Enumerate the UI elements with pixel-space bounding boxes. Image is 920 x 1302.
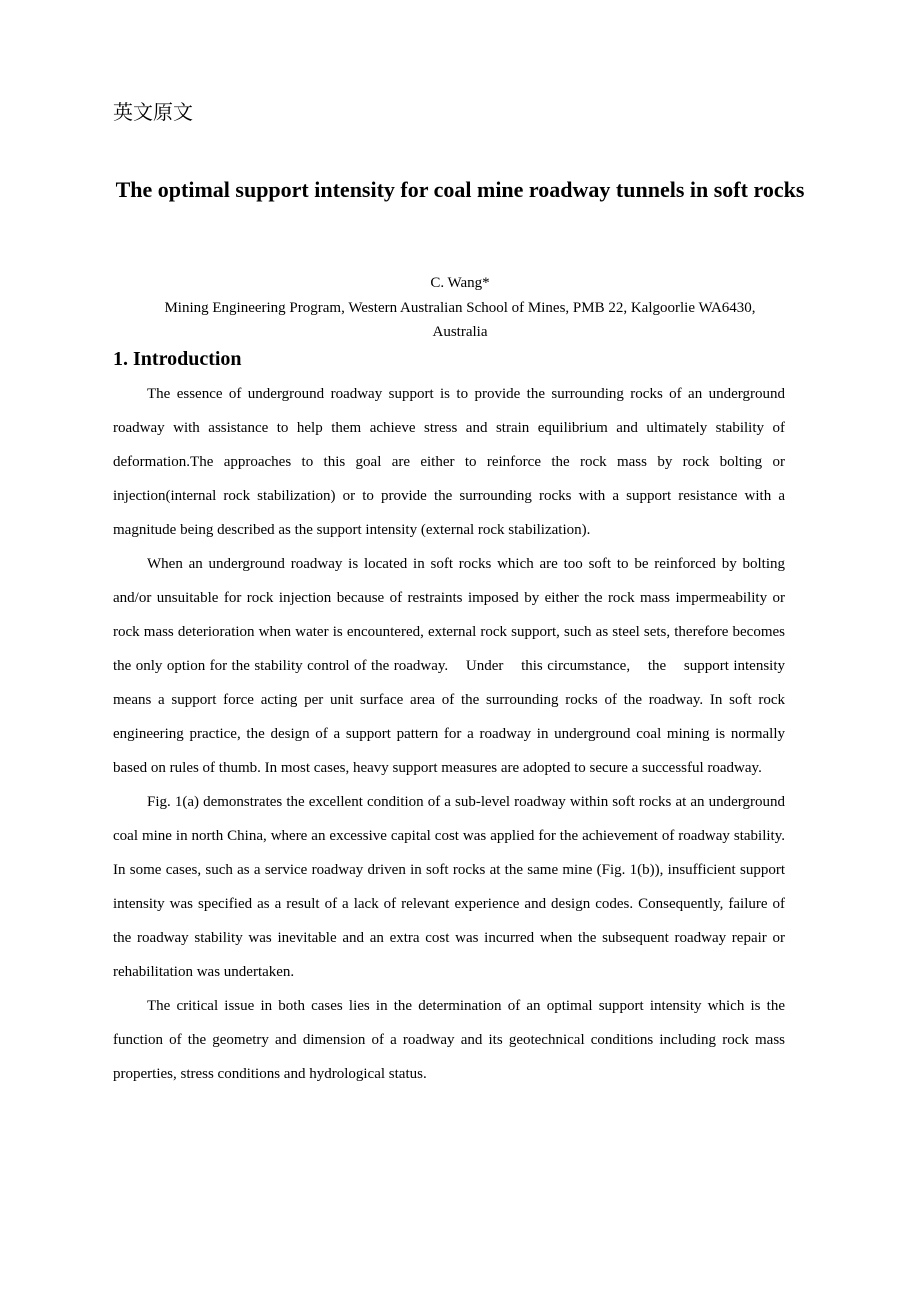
paragraph: The essence of underground roadway support is to provide the surrounding rocks of an underground roadway with assistance to help them achieve stress and strain equilibrium and ultimately stability of deformation.The approaches to this goal are either to reinforce the rock mass by rock bolting or injection(internal rock stabilization) or to provide the surrounding rocks with a support resistance with a magnitude being described as the support intensity (external rock stabilization). [113, 386, 789, 538]
paragraph: The critical issue in both cases lies in the determination of an optimal support intensity which is the function of the geometry and dimension of a roadway and its geotechnical conditions including rock mass properties, stress conditions and hydrological status. [113, 998, 789, 1082]
paragraph: Fig. 1(a) demonstrates the excellent condition of a sub-level roadway within soft rocks at an underground coal mine in north China, where an excessive capital cost was applied for the achievement of roadway stability. In some cases, such as a service roadway driven in soft rocks at the same mine (Fig. 1(b)), insufficient support intensity was specified as a result of a lack of relevant experience and design codes. Consequently, failure of the roadway stability was inevitable and an extra cost was incurred when the subsequent roadway repair or rehabilitation was undertaken. [113, 794, 789, 980]
section-heading-introduction: 1. Introduction [113, 348, 242, 370]
body-text [113, 377, 789, 1091]
author: C. Wang* [430, 275, 490, 291]
section-header: 英文原文 [113, 100, 193, 124]
affiliation: Mining Engineering Program, Western Australian School of Mines, PMB 22, Kalgoorlie WA6430, Australia [164, 300, 756, 340]
paper-title: The optimal support intensity for coal mine roadway tunnels in soft rocks [115, 177, 805, 202]
paragraph: When an underground roadway is located in soft rocks which are too soft to be reinforced by bolting and/or unsuitable for rock injection because of restraints imposed by either the rock mass impermeability or rock mass deterioration when water is encountered, external rock support, such as steel sets, therefore becomes the only option for the stability control of the roadway. Under this circumstance, the support intensity means a support force acting per unit surface area of the surrounding rocks of the roadway. In soft rock engineering practice, the design of a support pattern for a roadway in underground coal mining is normally based on rules of thumb. In most cases, heavy support measures are adopted to secure a successful roadway. [113, 556, 789, 776]
